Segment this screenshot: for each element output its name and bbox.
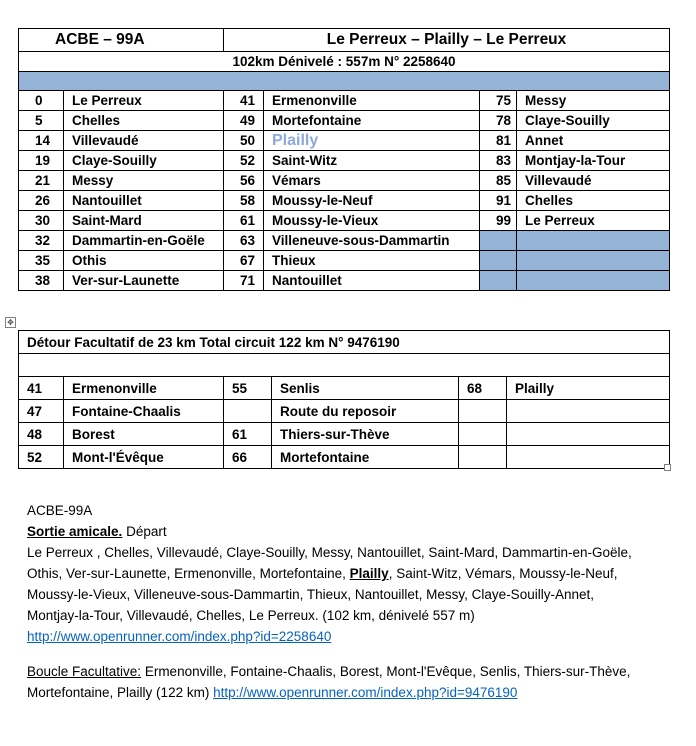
route-km: 26 (19, 191, 64, 211)
boucle-line-2-text: Mortefontaine, Plailly (122 km) (27, 685, 214, 700)
route-town: Annet (517, 131, 670, 151)
route-title: Le Perreux – Plailly – Le Perreux (224, 29, 670, 52)
route-town: Montjay-la-Tour (517, 151, 670, 171)
route-town: Saint-Witz (264, 151, 480, 171)
route-town: Plailly (264, 131, 480, 151)
sortie-label: Sortie amicale. (27, 524, 123, 539)
route-km: 35 (19, 251, 64, 271)
notes-sortie-line (27, 521, 677, 542)
detour-km (459, 423, 507, 446)
route-km: 19 (19, 151, 64, 171)
route-town: Mortefontaine (264, 111, 480, 131)
route-row (19, 91, 670, 111)
route-town: Claye-Souilly (64, 151, 224, 171)
detour-town: Thiers-sur-Thève (272, 423, 459, 446)
detour-town: Senlis (272, 377, 459, 400)
route-km: 30 (19, 211, 64, 231)
detour-row (19, 423, 670, 446)
openrunner-link-2[interactable]: http://www.openrunner.com/index.php?id=9476190 (213, 685, 518, 700)
route-km: 61 (224, 211, 264, 231)
detour-town: Fontaine-Chaalis (64, 400, 224, 423)
route-km: 50 (224, 131, 264, 151)
route-km: 67 (224, 251, 264, 271)
detour-row (19, 377, 670, 400)
route-km (480, 251, 517, 271)
notes-line-2 (27, 563, 677, 584)
detour-row (19, 400, 670, 423)
route-row (19, 271, 670, 291)
table-move-handle-icon[interactable]: ✥ (5, 317, 16, 328)
route-town: Villevaudé (64, 131, 224, 151)
detour-header: Détour Facultatif de 23 km Total circuit 122 km N° 9476190 (19, 331, 670, 354)
route-km: 71 (224, 271, 264, 291)
route-town: Chelles (64, 111, 224, 131)
route-km: 38 (19, 271, 64, 291)
detour-town: Borest (64, 423, 224, 446)
blue-band (19, 72, 670, 91)
detour-km: 66 (224, 446, 272, 469)
notes-code: ACBE-99A (27, 503, 93, 518)
route-town: Thieux (264, 251, 480, 271)
route-town: Nantouillet (64, 191, 224, 211)
route-town: Villevaudé (517, 171, 670, 191)
detour-km: 52 (19, 446, 64, 469)
detour-town: Plailly (507, 377, 670, 400)
notes-line-4: Montjay-la-Tour, Villevaudé, Chelles, Le Perreux. (102 km, dénivelé 557 m) (27, 608, 475, 623)
route-km: 75 (480, 91, 517, 111)
notes-line-2a: Othis, Ver-sur-Launette, Ermenonville, Mortefontaine, (27, 566, 350, 581)
route-km: 5 (19, 111, 64, 131)
route-town: Vémars (264, 171, 480, 191)
detour-km (459, 446, 507, 469)
detour-km: 68 (459, 377, 507, 400)
plailly-bold: Plailly (349, 566, 389, 581)
route-table (18, 28, 670, 291)
detour-town (507, 423, 670, 446)
route-town: Messy (64, 171, 224, 191)
route-town: Dammartin-en-Goële (64, 231, 224, 251)
detour-km (224, 400, 272, 423)
detour-town: Mortefontaine (272, 446, 459, 469)
route-row (19, 211, 670, 231)
route-town: Le Perreux (517, 211, 670, 231)
route-town (517, 271, 670, 291)
route-km: 56 (224, 171, 264, 191)
route-town: Nantouillet (264, 271, 480, 291)
detour-town: Route du reposoir (272, 400, 459, 423)
route-town: Saint-Mard (64, 211, 224, 231)
route-km: 21 (19, 171, 64, 191)
route-town: Moussy-le-Neuf (264, 191, 480, 211)
route-town (517, 231, 670, 251)
boucle-line (27, 661, 677, 682)
notes-line-2b: , Saint-Witz, Vémars, Moussy-le-Neuf, (388, 566, 618, 581)
detour-km: 61 (224, 423, 272, 446)
detour-town: Ermenonville (64, 377, 224, 400)
route-km: 81 (480, 131, 517, 151)
route-km (480, 271, 517, 291)
route-stats: 102km Dénivelé : 557m N° 2258640 (19, 52, 670, 72)
route-row (19, 171, 670, 191)
route-km: 63 (224, 231, 264, 251)
detour-row (19, 446, 670, 469)
route-town: Ermenonville (264, 91, 480, 111)
detour-km: 47 (19, 400, 64, 423)
route-km: 52 (224, 151, 264, 171)
route-town: Othis (64, 251, 224, 271)
route-km: 14 (19, 131, 64, 151)
boucle-text: Ermenonville, Fontaine-Chaalis, Borest, Mont-l'Evêque, Senlis, Thiers-sur-Thève, (141, 664, 631, 679)
route-town: Villeneuve-sous-Dammartin (264, 231, 480, 251)
route-town (517, 251, 670, 271)
detour-km: 41 (19, 377, 64, 400)
route-km: 41 (224, 91, 264, 111)
notes-line-1: Le Perreux , Chelles, Villevaudé, Claye-Souilly, Messy, Nantouillet, Saint-Mard, Dammartin-en-Goële, (27, 545, 632, 560)
route-row (19, 191, 670, 211)
detour-km: 55 (224, 377, 272, 400)
openrunner-link-1[interactable]: http://www.openrunner.com/index.php?id=2258640 (27, 629, 332, 644)
detour-town (507, 446, 670, 469)
route-km: 32 (19, 231, 64, 251)
table-resize-handle[interactable] (664, 464, 671, 471)
detour-town (507, 400, 670, 423)
route-town: Le Perreux (64, 91, 224, 111)
route-town: Claye-Souilly (517, 111, 670, 131)
route-km: 49 (224, 111, 264, 131)
notes-line-3: Moussy-le-Vieux, Villeneuve-sous-Dammartin, Thieux, Nantouillet, Messy, Claye-Souilly-Annet, (27, 587, 594, 602)
route-town: Chelles (517, 191, 670, 211)
detour-empty-row (19, 354, 670, 377)
detour-km (459, 400, 507, 423)
route-row (19, 131, 670, 151)
route-row (19, 151, 670, 171)
detour-table (18, 330, 670, 469)
route-km (480, 231, 517, 251)
route-km: 78 (480, 111, 517, 131)
route-row (19, 111, 670, 131)
route-km: 91 (480, 191, 517, 211)
route-km: 83 (480, 151, 517, 171)
detour-km: 48 (19, 423, 64, 446)
boucle-line-2 (27, 682, 677, 703)
route-row (19, 251, 670, 271)
notes-block (27, 500, 677, 703)
route-row (19, 231, 670, 251)
boucle-label: Boucle Facultative: (27, 664, 142, 679)
route-km: 58 (224, 191, 264, 211)
route-km: 99 (480, 211, 517, 231)
route-km: 85 (480, 171, 517, 191)
route-town: Messy (517, 91, 670, 111)
detour-town: Mont-l'Évêque (64, 446, 224, 469)
route-town: Ver-sur-Launette (64, 271, 224, 291)
route-town: Moussy-le-Vieux (264, 211, 480, 231)
route-km: 0 (19, 91, 64, 111)
depart-text: Départ (122, 524, 167, 539)
route-code: ACBE – 99A (19, 29, 224, 52)
